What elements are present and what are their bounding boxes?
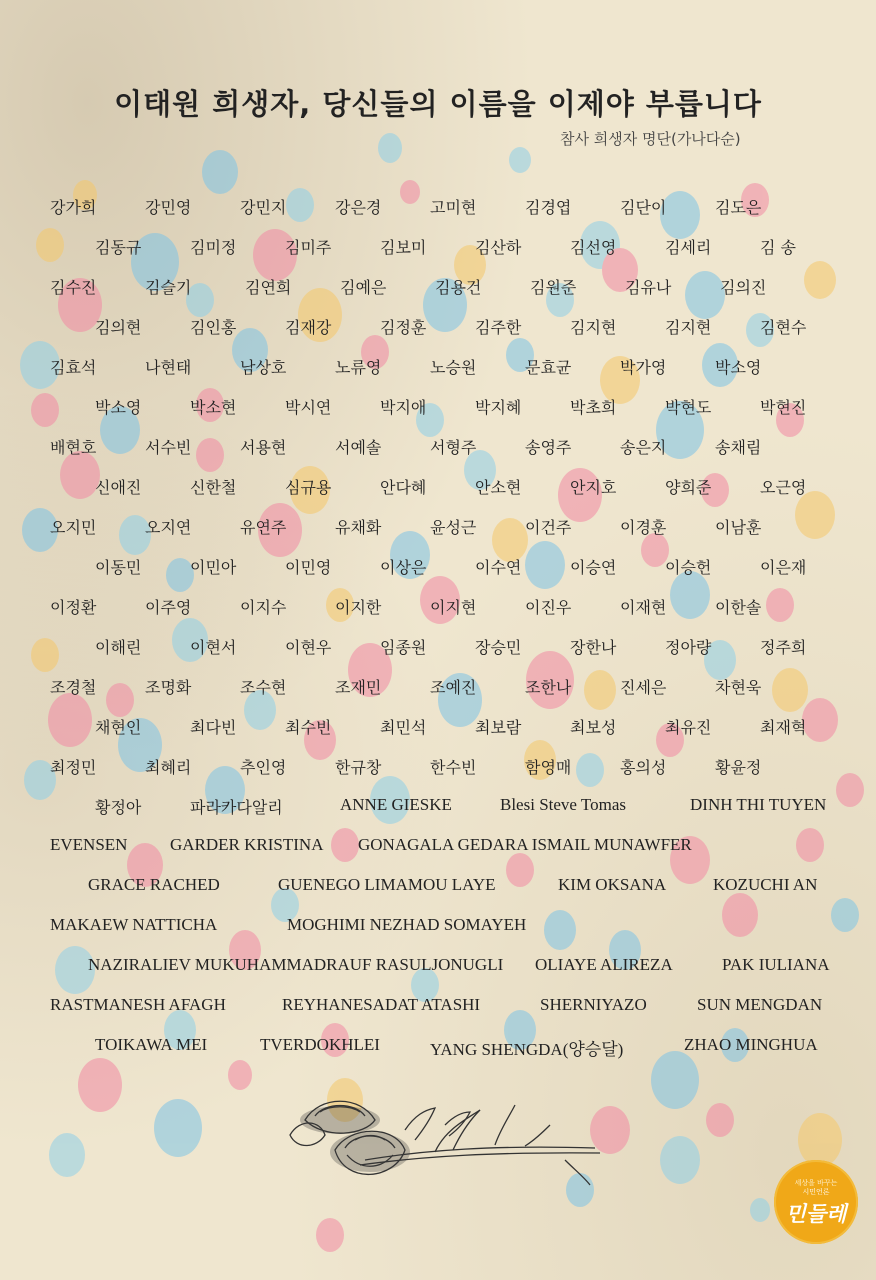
victim-name: GUENEGO LIMAMOU LAYE [278,875,496,894]
victim-name: 김의진 [720,278,767,297]
victim-name: GONAGALA GEDARA ISMAIL MUNAWFER [358,835,692,854]
victim-name: 황정아 [95,798,142,817]
victim-name: YANG SHENGDA(양승달) [430,1040,624,1059]
victim-name: REYHANESADAT ATASHI [282,995,481,1014]
victim-name: 김유나 [625,278,672,297]
page-title: 이태원 희생자, 당신들의 이름을 이제야 부릅니다 [114,87,762,121]
logo-tagline: 세상을 바꾸는 [794,1179,838,1187]
victim-name: PAK IULIANA [722,955,830,974]
victim-name: 박시연 [285,398,332,417]
victim-name: 박소영 [715,358,762,377]
victim-name: NAZIRALIEV MUKUHAMMADRAUF RASULJONUGLI [88,955,504,974]
victim-name: 최보성 [570,718,617,737]
victim-name: 박현도 [665,398,712,417]
name-row [0,395,876,435]
chrysanthemum-illustration [265,1090,635,1200]
victim-name: 박현진 [760,398,807,417]
victim-name: 양희준 [665,478,712,497]
name-row [0,475,876,515]
name-row [0,235,876,275]
victim-name: KIM OKSANA [558,875,667,894]
victim-name: 정아량 [665,638,712,657]
victim-name: 이정환 [50,598,97,617]
victim-name: 이지수 [240,598,287,617]
victim-name: 윤성근 [430,518,477,537]
victim-name: MAKAEW NATTICHA [50,915,218,934]
victim-name: 최민석 [380,718,427,737]
victim-name: 이동민 [95,558,142,577]
victim-name: OLIAYE ALIREZA [535,955,673,974]
victim-name: GRACE RACHED [88,875,220,894]
victim-name: 이진우 [525,598,572,617]
victim-name: 심규용 [285,478,332,497]
victim-name: 나현태 [145,358,192,377]
name-row [0,915,876,955]
page-subtitle: 참사 희생자 명단(가나다순) [560,130,741,148]
name-row [0,675,876,715]
victim-name: 김지현 [570,318,617,337]
victim-name: 유연주 [240,518,287,537]
victim-name: 김 송 [760,238,796,257]
victim-name: 김원준 [530,278,577,297]
victim-name: 조한나 [525,678,572,697]
victim-name: 배현호 [50,438,97,457]
victim-name: ZHAO MINGHUA [684,1035,818,1054]
victim-name: 서수빈 [145,438,192,457]
victim-name: 한규창 [335,758,382,777]
victim-name: 김연희 [245,278,292,297]
name-row [0,555,876,595]
victim-name: 김미정 [190,238,237,257]
victim-name: 유채화 [335,518,382,537]
victim-name: KOZUCHI AN [713,875,818,894]
name-row [0,315,876,355]
name-row [0,435,876,475]
victim-name: 김선영 [570,238,617,257]
victim-name: 송은지 [620,438,667,457]
victim-name: 송채림 [715,438,762,457]
victim-name: 장한나 [570,638,617,657]
name-row [0,795,876,835]
victim-name: 이재현 [620,598,667,617]
victim-name: 문효균 [525,358,572,377]
victim-name: 황윤정 [715,758,762,777]
victim-name: EVENSEN [50,835,128,854]
victim-name: 정주희 [760,638,807,657]
name-row [0,715,876,755]
victim-name: 신애진 [95,478,142,497]
victim-name: 김정훈 [380,318,427,337]
victim-name: 오지민 [50,518,97,537]
victim-name: 오지연 [145,518,192,537]
victim-name: 안지호 [570,478,617,497]
victim-name: 강은경 [335,198,382,217]
victim-name: MOGHIMI NEZHAD SOMAYEH [287,915,527,934]
victim-name: 김보미 [380,238,427,257]
victim-name: 남상호 [240,358,287,377]
name-row [0,515,876,555]
victim-name: 최재혁 [760,718,807,737]
victim-name: 김지현 [665,318,712,337]
victim-name: 김인홍 [190,318,237,337]
victim-name: 이한솔 [715,598,762,617]
mindle-logo [774,1160,858,1244]
victim-name: 강민지 [240,198,287,217]
victim-name: 이남훈 [715,518,762,537]
name-row [0,195,876,235]
victim-name: 고미현 [430,198,477,217]
victim-name: 김수진 [50,278,97,297]
victim-name: 이경훈 [620,518,667,537]
victim-name: 오근영 [760,478,807,497]
victim-name: 김예은 [340,278,387,297]
victim-name: 임종원 [380,638,427,657]
name-row [0,355,876,395]
victim-name: 김동규 [95,238,142,257]
victim-name: ANNE GIESKE [340,795,452,814]
victim-name: 박초희 [570,398,617,417]
victim-name: 서예솔 [335,438,382,457]
victim-name: TOIKAWA MEI [95,1035,208,1054]
victim-name: 김슬기 [145,278,192,297]
victim-name: 강민영 [145,198,192,217]
victim-name: 김용건 [435,278,482,297]
victim-name: 장승민 [475,638,522,657]
victim-name: 김현수 [760,318,807,337]
victim-name: 진세은 [620,678,667,697]
victim-name: 김세리 [665,238,712,257]
victim-name: 김미주 [285,238,332,257]
victim-name: 최유진 [665,718,712,737]
victim-name: 이해린 [95,638,142,657]
name-row [0,835,876,875]
victim-name: 이현우 [285,638,332,657]
victim-name: 김도은 [715,198,762,217]
victim-name: DINH THI TUYEN [690,795,827,814]
victim-name: 조명화 [145,678,192,697]
victim-name: Blesi Steve Tomas [500,795,626,814]
victim-name: 신한철 [190,478,237,497]
victim-name: 서용현 [240,438,287,457]
victim-name: 이상은 [380,558,427,577]
victim-name: 이민아 [190,558,237,577]
name-row [0,875,876,915]
victim-name: 최혜리 [145,758,192,777]
victim-name: 노승원 [430,358,477,377]
victim-name: 김의현 [95,318,142,337]
victim-name: 강가희 [50,198,97,217]
victim-name: 한수빈 [430,758,477,777]
logo-wordmark: 민들레 [785,1202,847,1226]
victim-name: RASTMANESH AFAGH [50,995,226,1014]
victim-name: 이수연 [475,558,522,577]
victim-name: 김경엽 [525,198,572,217]
victim-name: 최정민 [50,758,97,777]
name-row [0,755,876,795]
name-row [0,595,876,635]
victim-name: 박소현 [190,398,237,417]
victim-name: 김재강 [285,318,332,337]
victim-name: 박가영 [620,358,667,377]
victim-name: 박소영 [95,398,142,417]
victim-name: 노류영 [335,358,382,377]
victim-name: SHERNIYAZO [540,995,647,1014]
victim-name: 함영매 [525,758,572,777]
victim-name: 이주영 [145,598,192,617]
victim-name: 이승헌 [665,558,712,577]
victim-name: TVERDOKHLEI [260,1035,380,1054]
victim-name: 홍의성 [620,758,667,777]
victim-name: 이승연 [570,558,617,577]
victim-name: 조예진 [430,678,477,697]
victim-name: 이지현 [430,598,477,617]
victim-name: 송영주 [525,438,572,457]
victim-name: 조재민 [335,678,382,697]
victim-name: 김효석 [50,358,97,377]
victim-name: 조경철 [50,678,97,697]
victim-name: 이현서 [190,638,237,657]
victim-name: 파라카다알리 [190,798,283,817]
name-row [0,635,876,675]
victim-name: 최다빈 [190,718,237,737]
name-row [0,955,876,995]
name-row [0,1035,876,1075]
victim-name: 안다혜 [380,478,427,497]
name-row [0,995,876,1035]
victim-name: GARDER KRISTINA [170,835,324,854]
victim-name: SUN MENGDAN [697,995,823,1014]
victim-name: 추인영 [240,758,287,777]
victim-name: 이은재 [760,558,807,577]
name-row [0,275,876,315]
victim-name: 박지혜 [475,398,522,417]
victim-name: 안소현 [475,478,522,497]
victim-name: 이건주 [525,518,572,537]
victim-name: 최보람 [475,718,522,737]
victim-name: 서형주 [430,438,477,457]
victim-name: 박지애 [380,398,427,417]
victim-name: 김산하 [475,238,522,257]
victim-name-list [0,195,876,1075]
logo-subtitle: 시민언론 [802,1188,830,1196]
victim-name: 최수빈 [285,718,332,737]
victim-name: 차현욱 [715,678,762,697]
victim-name: 조수현 [240,678,287,697]
victim-name: 김주한 [475,318,522,337]
victim-name: 김단이 [620,198,667,217]
victim-name: 이지한 [335,598,382,617]
victim-name: 이민영 [285,558,332,577]
victim-name: 채현인 [95,718,142,737]
